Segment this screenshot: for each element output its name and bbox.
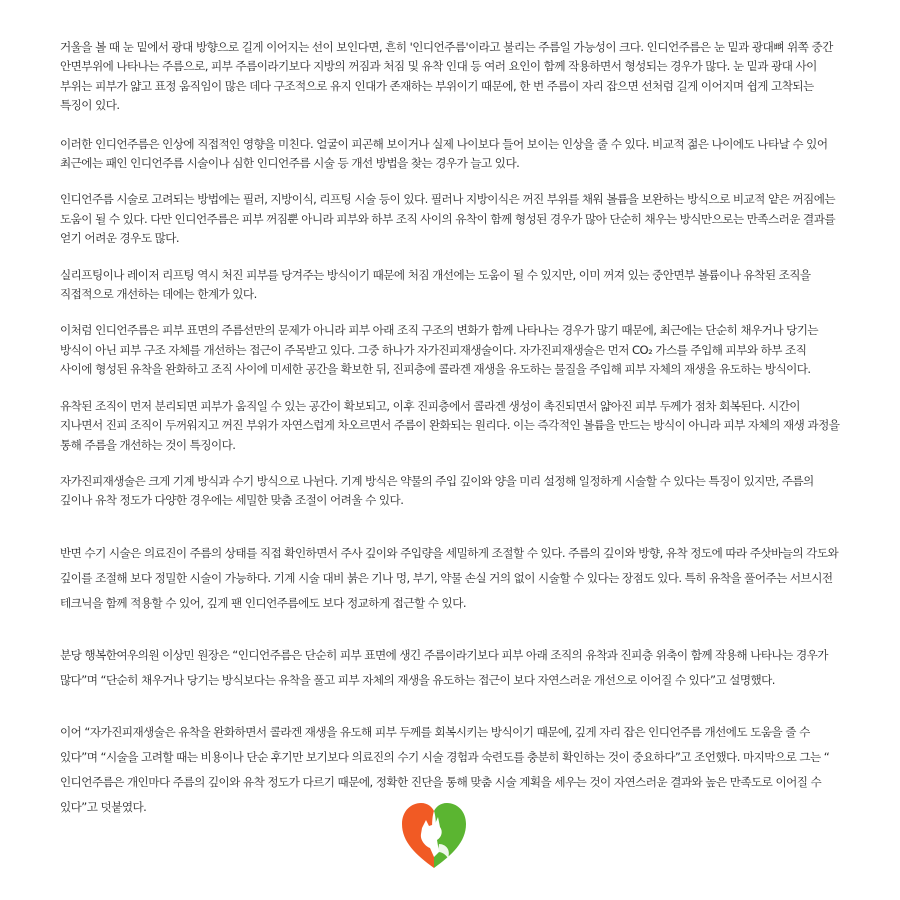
article-body: [60, 38, 860, 820]
paragraph-treatments: 인디언주름 시술로 고려되는 방법에는 필러, 지방이식, 리프팅 시술 등이 있다. 필러나 지방이식은 꺼진 부위를 채워 볼륨을 보완하는 방식으로 비교적 얕은 꺼짐에는 도움이 될 수 있다. 다만 인디언주름은 피부 꺼짐뿐 아니라 피부와 하부 조직 사이의 유착이 함께 형성된 경우가 많아 단순히 채우는 방식만으로는 만족스러운 결과를 얻기 어려운 경우도 많다.: [60, 192, 835, 246]
paragraph-quote: 분당 행복한여우의원 이상민 원장은 “인디언주름은 단순히 피부 표면에 생긴 주름이라기보다 피부 아래 조직의 유착과 진피층 위축이 함께 작용해 나타나는 경우가 많다”며 “단순히 채우거나 당기는 방식보다는 유착을 풀고 피부 자체의 재생을 유도하는 접근이 보다 자연스러운 개선으로 이어질 수 있다”고 설명했다.: [60, 647, 828, 687]
paragraph-approach: 이처럼 인디언주름은 피부 표면의 주름선만의 문제가 아니라 피부 아래 조직 구조의 변화가 함께 나타나는 경우가 많기 때문에, 최근에는 단순히 채우거나 당기는 방식이 아닌 피부 구조 자체를 개선하는 접근이 주목받고 있다. 그중 하나가 자가진피재생술이다. 자가진피재생술은 먼저 CO₂ 가스를 주입해 피부와 하부 조직 사이에 형성된 유착을 완화하고 조직 사이에 미세한 공간을 확보한 뒤, 진피층에 콜라겐 재생을 유도하는 물질을 주입해 피부 자체의 재생을 유도하는 방식이다.: [60, 323, 819, 377]
paragraph-intro: 거울을 볼 때 눈 밑에서 광대 방향으로 길게 이어지는 선이 보인다면, 흔히 '인디언주름'이라고 불리는 주름일 가능성이 크다. 인디언주름은 눈 밑과 광대뼈 위쪽 중간 안면부위에 나타나는 주름으로, 피부 주름이라기보다 지방의 꺼짐과 처짐 및 유착 인대 등 여러 요인이 함께 작용하면서 형성되는 경우가 많다. 눈 밑과 광대 사이 부위는 피부가 얇고 표정 움직임이 많은 데다 구조적으로 유지 인대가 존재하는 부위이기 때문에, 한 번 주름이 자리 잡으면 선처럼 길게 이어지며 쉽게 고착되는 특징이 있다.: [60, 40, 833, 113]
paragraph-impact: 이러한 인디언주름은 인상에 직접적인 영향을 미친다. 얼굴이 피곤해 보이거나 실제 나이보다 들어 보이는 인상을 줄 수 있다. 비교적 젊은 나이에도 나타날 수 있어 최근에는 패인 인디언주름 시술이나 심한 인디언주름 시술 등 개선 방법을 찾는 경우가 늘고 있다.: [60, 136, 828, 171]
paragraph-methods: 자가진피재생술은 크게 기계 방식과 수기 방식으로 나뉜다. 기계 방식은 약물의 주입 깊이와 양을 미리 설정해 일정하게 시술할 수 있다는 특징이 있지만, 주름의 깊이나 유착 정도가 다양한 경우에는 세밀한 맞춤 조절이 어려울 수 있다.: [60, 473, 814, 508]
paragraph-lifting: 실리프팅이나 레이저 리프팅 역시 처진 피부를 당겨주는 방식이기 때문에 처짐 개선에는 도움이 될 수 있지만, 이미 꺼져 있는 중안면부 볼륨이나 유착된 조직을 직접적으로 개선하는 데에는 한계가 있다.: [60, 267, 811, 302]
paragraph-mechanism: 유착된 조직이 먼저 분리되면 피부가 움직일 수 있는 공간이 확보되고, 이후 진피층에서 콜라겐 생성이 촉진되면서 얇아진 피부 두께가 점차 회복된다. 시간이 지나면서 진피 조직이 두꺼워지고 꺼진 부위가 자연스럽게 차오르면서 주름이 완화되는 원리다. 이는 즉각적인 볼륨을 만드는 방식이 아니라 피부 자체의 재생 과정을 통해 주름을 개선하는 것이 특징이다.: [60, 398, 840, 452]
fox-heart-logo-icon: [398, 800, 470, 872]
paragraph-manual: 반면 수기 시술은 의료진이 주름의 상태를 직접 확인하면서 주사 깊이와 주입량을 세밀하게 조절할 수 있다. 주름의 깊이와 방향, 유착 정도에 따라 주삿바늘의 각도와 깊이를 조절해 보다 정밀한 시술이 가능하다. 기계 시술 대비 붉은 기나 멍, 부기, 약물 손실 거의 없이 시술할 수 있다는 장점도 있다. 특히 유착을 풀어주는 서브시전 테크닉을 함께 적용할 수 있어, 깊게 팬 인디언주름에도 보다 정교하게 접근할 수 있다.: [60, 545, 839, 610]
paragraph-advice: 이어 “자가진피재생술은 유착을 완화하면서 콜라겐 재생을 유도해 피부 두께를 회복시키는 방식이기 때문에, 깊게 자리 잡은 인디언주름 개선에도 도움을 줄 수 있다”며 “시술을 고려할 때는 비용이나 단순 후기만 보기보다 의료진의 수기 시술 경험과 숙련도를 충분히 확인하는 것이 중요하다”고 조언했다. 마지막으로 그는 “ 인디언주름은 개인마다 주름의 깊이와 유착 정도가 다르기 때문에, 정확한 진단을 통해 맞춤 시술 계획을 세우는 것이 자연스러운 결과와 높은 만족도로 이어질 수 있다”고 덧붙였다.: [60, 724, 830, 814]
